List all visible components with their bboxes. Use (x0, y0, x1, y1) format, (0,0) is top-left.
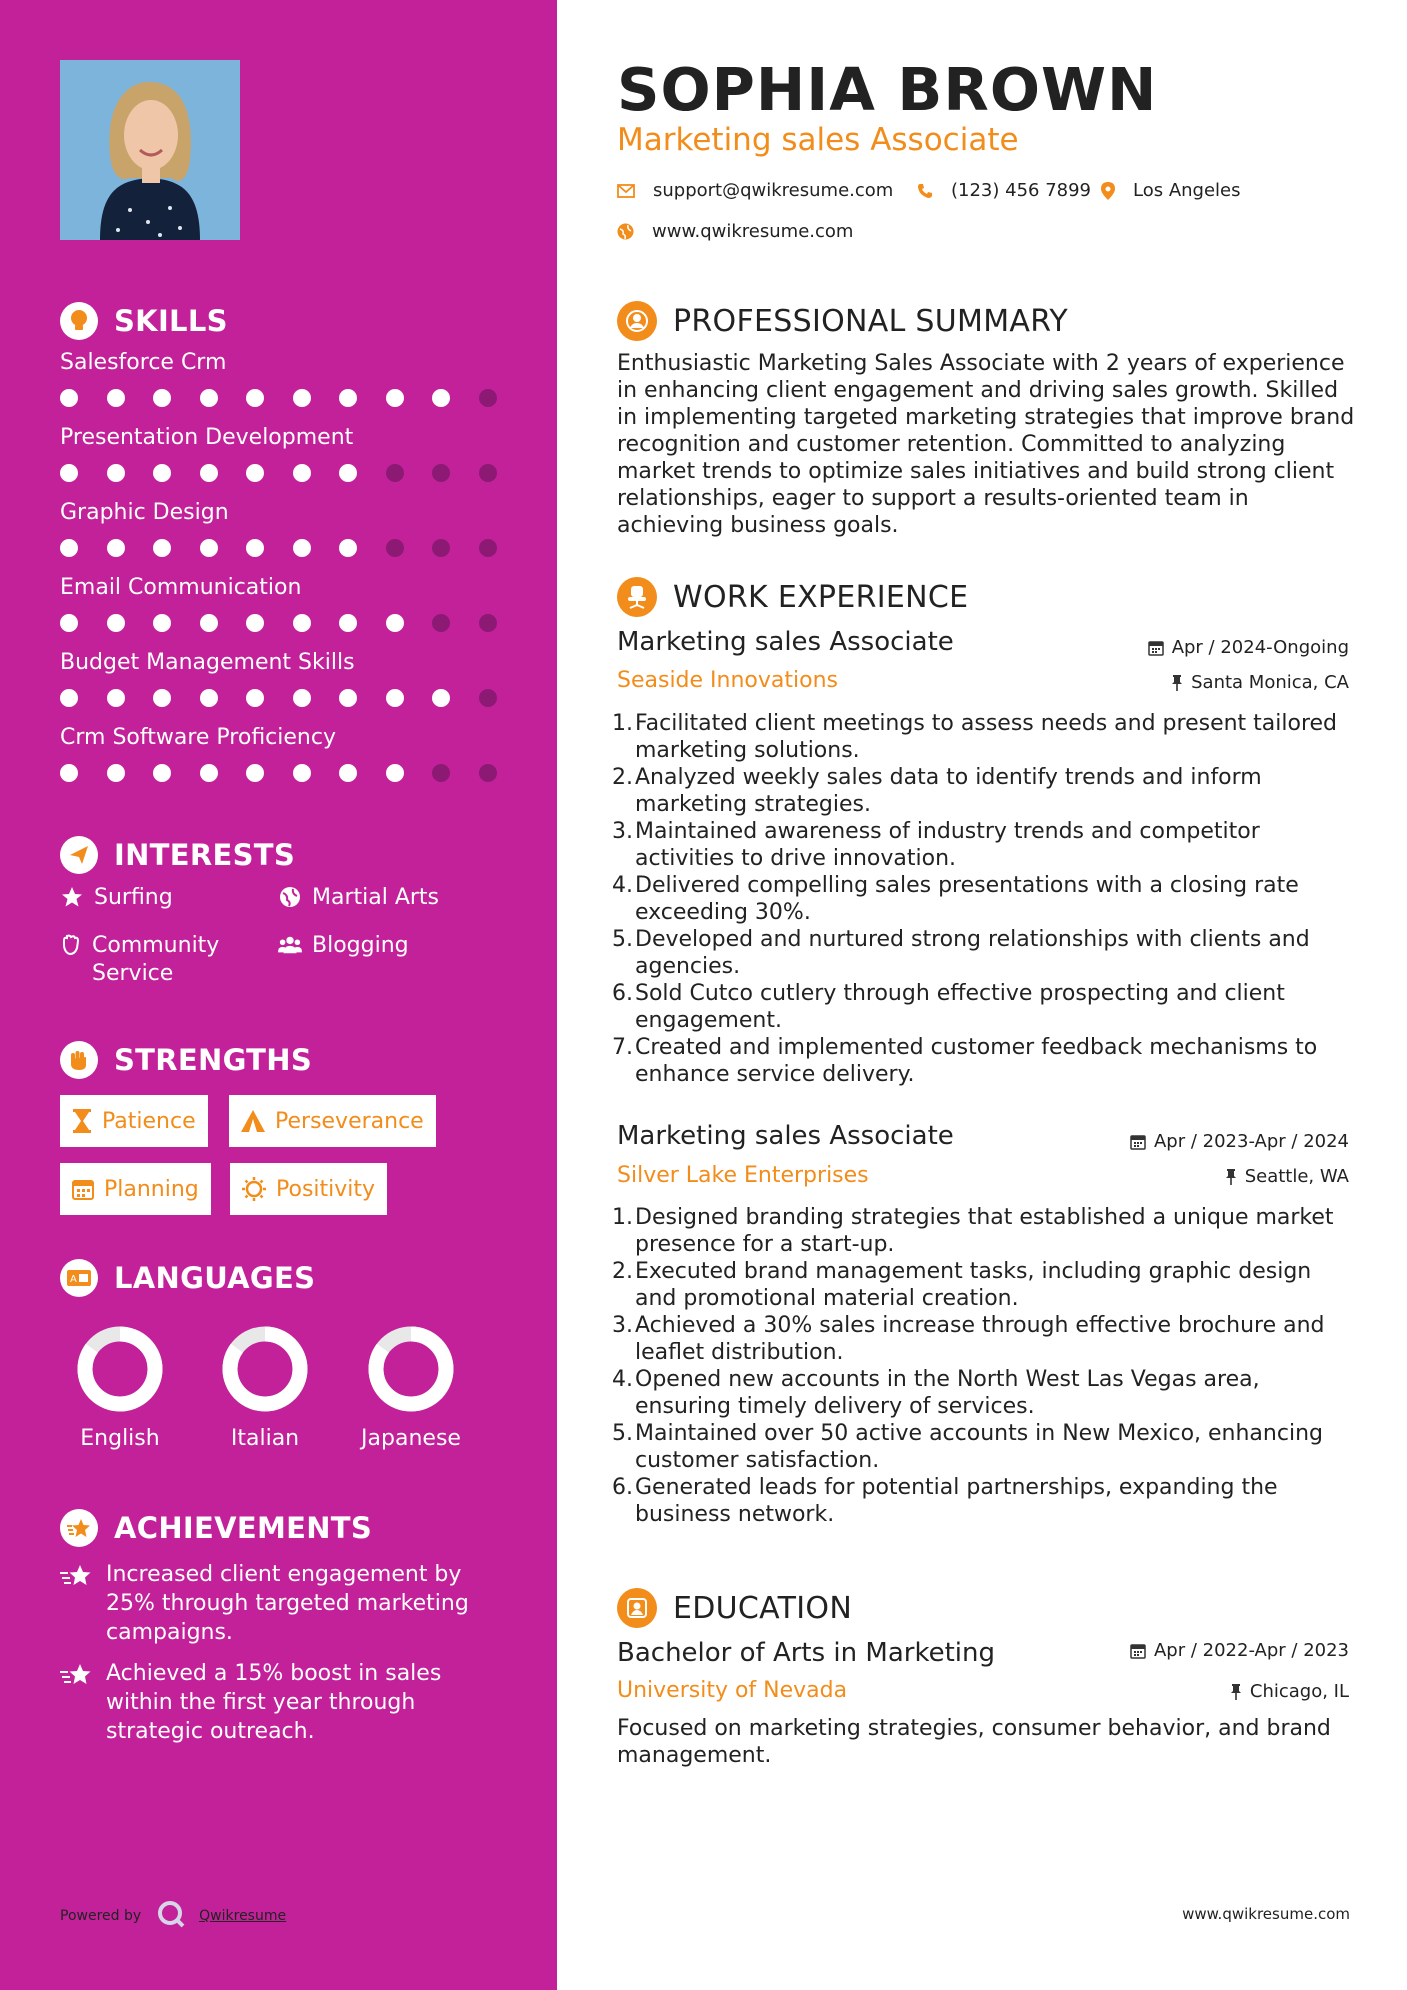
qwikresume-logo-icon (157, 1900, 185, 1932)
skill-name: Budget Management Skills (60, 650, 355, 675)
rating-dot-filled (386, 389, 404, 407)
strengths-header (60, 1041, 312, 1079)
contact-location (1101, 180, 1241, 201)
achievement-text: Increased client engagement by 25% through targeted marketing campaigns. (106, 1562, 469, 1645)
interest-label: Surfing (94, 885, 173, 910)
bullet-item (612, 872, 1357, 926)
rating-dot-filled (246, 689, 264, 707)
globe-icon (617, 223, 634, 240)
rating-dot-filled (293, 389, 311, 407)
calendar-icon (1130, 1643, 1146, 1659)
bullet-text: Executed brand management tasks, including graphic design and promotional material creation. (635, 1259, 1312, 1311)
strength-label: Patience (102, 1108, 196, 1134)
strength-chip (230, 1163, 387, 1215)
rating-dot-filled (246, 389, 264, 407)
rating-dot-empty (432, 464, 450, 482)
rating-dot-filled (339, 689, 357, 707)
rating-dot-filled (200, 614, 218, 632)
summary-header (617, 301, 1068, 341)
rating-dot-empty (479, 389, 497, 407)
rating-dot-filled (153, 764, 171, 782)
education-dates-text: Apr / 2022-Apr / 2023 (1153, 1640, 1349, 1661)
rating-dot-filled (107, 689, 125, 707)
rating-dot-filled (386, 689, 404, 707)
achievements-header (60, 1509, 372, 1547)
rating-dot-filled (200, 464, 218, 482)
location-text: Los Angeles (1133, 180, 1241, 201)
office-chair-icon (617, 577, 657, 617)
education-location (1230, 1681, 1349, 1702)
rating-dot-filled (200, 389, 218, 407)
candidate-name: SOPHIA BROWN (617, 55, 1158, 124)
star-badge-icon (60, 1509, 98, 1547)
language-level-ring (361, 1319, 461, 1419)
bullet-number: 6. (612, 1475, 633, 1500)
interest-label: Martial Arts (312, 885, 440, 910)
rating-dot-empty (432, 614, 450, 632)
language-icon (60, 1259, 98, 1297)
rating-dot-filled (293, 464, 311, 482)
skill-rating (60, 689, 525, 707)
bullet-text: Maintained over 50 active accounts in New Mexico, enhancing customer satisfaction. (635, 1421, 1323, 1473)
rating-dot-empty (479, 764, 497, 782)
rating-dot-filled (60, 464, 78, 482)
rating-dot-filled (339, 389, 357, 407)
bullet-number: 2. (612, 1259, 633, 1284)
bullet-item (612, 1366, 1357, 1420)
bullet-text: Analyzed weekly sales data to identify trends and inform marketing strategies. (635, 765, 1262, 817)
contact-email[interactable] (617, 180, 893, 201)
experience-title: WORK EXPERIENCE (673, 579, 969, 615)
bullet-number: 1. (612, 1205, 633, 1230)
skill-rating (60, 614, 525, 632)
bullet-text: Opened new accounts in the North West Las Vegas area, ensuring timely delivery of services. (635, 1367, 1260, 1419)
rating-dot-filled (107, 539, 125, 557)
rating-dot-empty (479, 614, 497, 632)
rating-dot-filled (60, 764, 78, 782)
star-badge-icon (60, 1560, 94, 1647)
calendar-icon (1130, 1134, 1146, 1150)
bullet-number: 5. (612, 1421, 633, 1446)
bullet-number: 5. (612, 927, 633, 952)
website-text: www.qwikresume.com (652, 221, 854, 242)
languages-header (60, 1259, 315, 1297)
bullet-number: 4. (612, 873, 633, 898)
rating-dot-empty (386, 464, 404, 482)
interest-item (60, 884, 173, 912)
users-icon (278, 932, 302, 956)
bullet-item (612, 1420, 1357, 1474)
bullet-item (612, 764, 1357, 818)
bullet-item (612, 818, 1357, 872)
rating-dot-filled (107, 614, 125, 632)
hourglass-icon (72, 1109, 92, 1133)
rating-dot-filled (153, 389, 171, 407)
interests-title: INTERESTS (114, 838, 296, 872)
rating-dot-filled (386, 614, 404, 632)
bullet-text: Facilitated client meetings to assess needs and present tailored marketing solutions. (635, 711, 1338, 763)
job-location (1171, 672, 1349, 693)
rating-dot-filled (246, 464, 264, 482)
skill-rating (60, 389, 525, 407)
rating-dot-filled (293, 764, 311, 782)
rating-dot-filled (339, 614, 357, 632)
sidebar (0, 0, 557, 1990)
skill-name: Presentation Development (60, 425, 354, 450)
job-company: Seaside Innovations (617, 668, 838, 693)
user-icon (617, 301, 657, 341)
degree-title: Bachelor of Arts in Marketing (617, 1638, 995, 1668)
pushpin-icon (1171, 675, 1183, 691)
job-location-text: Seattle, WA (1244, 1166, 1349, 1187)
interest-label: Community Service (92, 933, 220, 986)
rating-dot-filled (339, 539, 357, 557)
bullet-item (612, 980, 1357, 1034)
hiker-icon (241, 1110, 265, 1132)
job-bullets (612, 1204, 1357, 1528)
bullet-text: Maintained awareness of industry trends and competitor activities to drive innovation. (635, 819, 1260, 871)
rating-dot-filled (293, 539, 311, 557)
bullet-item (612, 1204, 1357, 1258)
contact-website[interactable] (617, 221, 853, 242)
footer-url[interactable]: www.qwikresume.com (1182, 1905, 1350, 1923)
bullet-item (612, 1034, 1357, 1088)
rating-dot-filled (339, 764, 357, 782)
hand-icon (60, 932, 82, 956)
qwikresume-link[interactable]: Qwikresume (199, 1908, 287, 1924)
bullet-number: 1. (612, 711, 633, 736)
bullet-number: 3. (612, 1313, 633, 1338)
rating-dot-filled (107, 764, 125, 782)
skill-name: Salesforce Crm (60, 350, 227, 375)
education-text: Focused on marketing strategies, consumer behavior, and brand management. (617, 1716, 1331, 1768)
bullet-text: Developed and nurtured strong relationships with clients and agencies. (635, 927, 1310, 979)
rating-dot-filled (107, 389, 125, 407)
rating-dot-filled (432, 689, 450, 707)
calendar-icon (72, 1178, 94, 1200)
rating-dot-empty (386, 539, 404, 557)
skill-rating (60, 539, 525, 557)
rating-dot-filled (246, 539, 264, 557)
job-company: Silver Lake Enterprises (617, 1163, 869, 1188)
rating-dot-empty (479, 539, 497, 557)
globe-icon (278, 884, 302, 908)
languages-title: LANGUAGES (114, 1261, 316, 1295)
bullet-text: Created and implemented customer feedback mechanisms to enhance service delivery. (635, 1035, 1318, 1087)
contact-phone[interactable] (917, 180, 1091, 201)
interest-label: Blogging (312, 933, 409, 958)
bullet-item (612, 1474, 1357, 1528)
skill-rating (60, 764, 525, 782)
language-level-ring (215, 1319, 315, 1419)
education-header (617, 1588, 852, 1628)
school-name: University of Nevada (617, 1678, 848, 1703)
bullet-text: Delivered compelling sales presentations with a closing rate exceeding 30%. (635, 873, 1299, 925)
education-location-text: Chicago, IL (1249, 1681, 1349, 1702)
rating-dot-empty (479, 464, 497, 482)
pushpin-icon (1225, 1169, 1237, 1185)
powered-by-label: Powered by (60, 1908, 142, 1924)
job-title: Marketing sales Associate (617, 1121, 954, 1151)
summary-title: PROFESSIONAL SUMMARY (673, 303, 1069, 339)
rating-dot-filled (339, 464, 357, 482)
bullet-item (612, 710, 1357, 764)
rating-dot-empty (479, 689, 497, 707)
rating-dot-filled (293, 689, 311, 707)
achievement-item (60, 1560, 490, 1647)
bullet-text: Designed branding strategies that established a unique market presence for a start-up. (635, 1205, 1334, 1257)
graduate-icon (617, 1588, 657, 1628)
education-title: EDUCATION (673, 1590, 853, 1626)
bullet-text: Generated leads for potential partnerships, expanding the business network. (635, 1475, 1278, 1527)
bullet-number: 4. (612, 1367, 633, 1392)
interests-header (60, 836, 295, 874)
skill-name: Crm Software Proficiency (60, 725, 336, 750)
job-bullets (612, 710, 1357, 1088)
rating-dot-filled (153, 614, 171, 632)
job-location (1225, 1166, 1349, 1187)
rating-dot-filled (60, 689, 78, 707)
rating-dot-filled (246, 614, 264, 632)
interest-item (278, 884, 439, 912)
language-label: Italian (230, 1426, 300, 1451)
candidate-role: Marketing sales Associate (617, 122, 1019, 158)
phone-icon (917, 183, 933, 199)
paper-plane-icon (60, 836, 98, 874)
phone-text: (123) 456 7899 (951, 180, 1092, 201)
rating-dot-empty (432, 539, 450, 557)
bullet-text: Sold Cutco cutlery through effective prospecting and client engagement. (635, 981, 1285, 1033)
bullet-item (612, 926, 1357, 980)
calendar-icon (1148, 640, 1164, 656)
rating-dot-filled (200, 539, 218, 557)
pushpin-icon (1230, 1684, 1242, 1700)
job-dates (1130, 1131, 1349, 1152)
skills-header (60, 302, 228, 340)
star-badge-icon (60, 1659, 94, 1746)
bullet-item (612, 1258, 1357, 1312)
rating-dot-filled (432, 389, 450, 407)
skill-rating (60, 464, 525, 482)
rating-dot-filled (60, 389, 78, 407)
profile-photo (60, 60, 240, 240)
job-dates (1148, 637, 1349, 658)
bullet-number: 7. (612, 1035, 633, 1060)
bullet-item (612, 1312, 1357, 1366)
achievements-title: ACHIEVEMENTS (114, 1511, 373, 1545)
achievement-item (60, 1659, 490, 1746)
rating-dot-filled (153, 464, 171, 482)
strength-label: Positivity (276, 1176, 376, 1202)
rating-dot-filled (293, 614, 311, 632)
language-label: Japanese (361, 1426, 461, 1451)
achievement-text: Achieved a 15% boost in sales within the first year through strategic outreach. (106, 1661, 442, 1744)
fist-icon (60, 1041, 98, 1079)
strength-chip (60, 1163, 211, 1215)
summary-text: Enthusiastic Marketing Sales Associate with 2 years of experience in enhancing client engagement and driving sales growth. Skilled in implementing targeted marketing strategies that improve brand recognition and customer retention. Committed to analyzing market trends to optimize sales initiatives and build strong client relationships, eager to support a results-oriented team in achieving business goals. (617, 351, 1355, 538)
strengths-title: STRENGTHS (114, 1043, 313, 1077)
job-dates-text: Apr / 2024-Ongoing (1171, 637, 1349, 658)
rating-dot-filled (60, 539, 78, 557)
map-pin-icon (1101, 182, 1115, 200)
strength-label: Planning (104, 1176, 199, 1202)
experience-header (617, 577, 968, 617)
rating-dot-filled (107, 464, 125, 482)
interest-item (278, 932, 409, 960)
bullet-number: 6. (612, 981, 633, 1006)
star-icon (60, 884, 84, 908)
language-label: English (80, 1426, 160, 1451)
language-level-ring (70, 1319, 170, 1419)
rating-dot-filled (60, 614, 78, 632)
rating-dot-empty (432, 764, 450, 782)
bullet-number: 2. (612, 765, 633, 790)
email-text: support@qwikresume.com (653, 180, 894, 201)
svg-text:A: A (70, 1274, 77, 1285)
lightbulb-icon (60, 302, 98, 340)
job-location-text: Santa Monica, CA (1191, 672, 1349, 693)
rating-dot-filled (246, 764, 264, 782)
bullet-text: Achieved a 30% sales increase through effective brochure and leaflet distribution. (635, 1313, 1325, 1365)
rating-dot-filled (153, 539, 171, 557)
skill-name: Graphic Design (60, 500, 229, 525)
skills-title: SKILLS (114, 304, 228, 338)
envelope-icon (617, 184, 635, 198)
rating-dot-filled (200, 764, 218, 782)
job-dates-text: Apr / 2023-Apr / 2024 (1153, 1131, 1349, 1152)
rating-dot-filled (200, 689, 218, 707)
rating-dot-filled (153, 689, 171, 707)
skill-name: Email Communication (60, 575, 302, 600)
powered-by (60, 1900, 286, 1932)
strength-chip (60, 1095, 208, 1147)
strength-chip (229, 1095, 436, 1147)
job-title: Marketing sales Associate (617, 627, 954, 657)
rating-dot-filled (386, 764, 404, 782)
sun-icon (242, 1177, 266, 1201)
bullet-number: 3. (612, 819, 633, 844)
education-dates (1130, 1640, 1349, 1661)
strength-label: Perseverance (275, 1108, 424, 1134)
interest-item (60, 932, 260, 988)
